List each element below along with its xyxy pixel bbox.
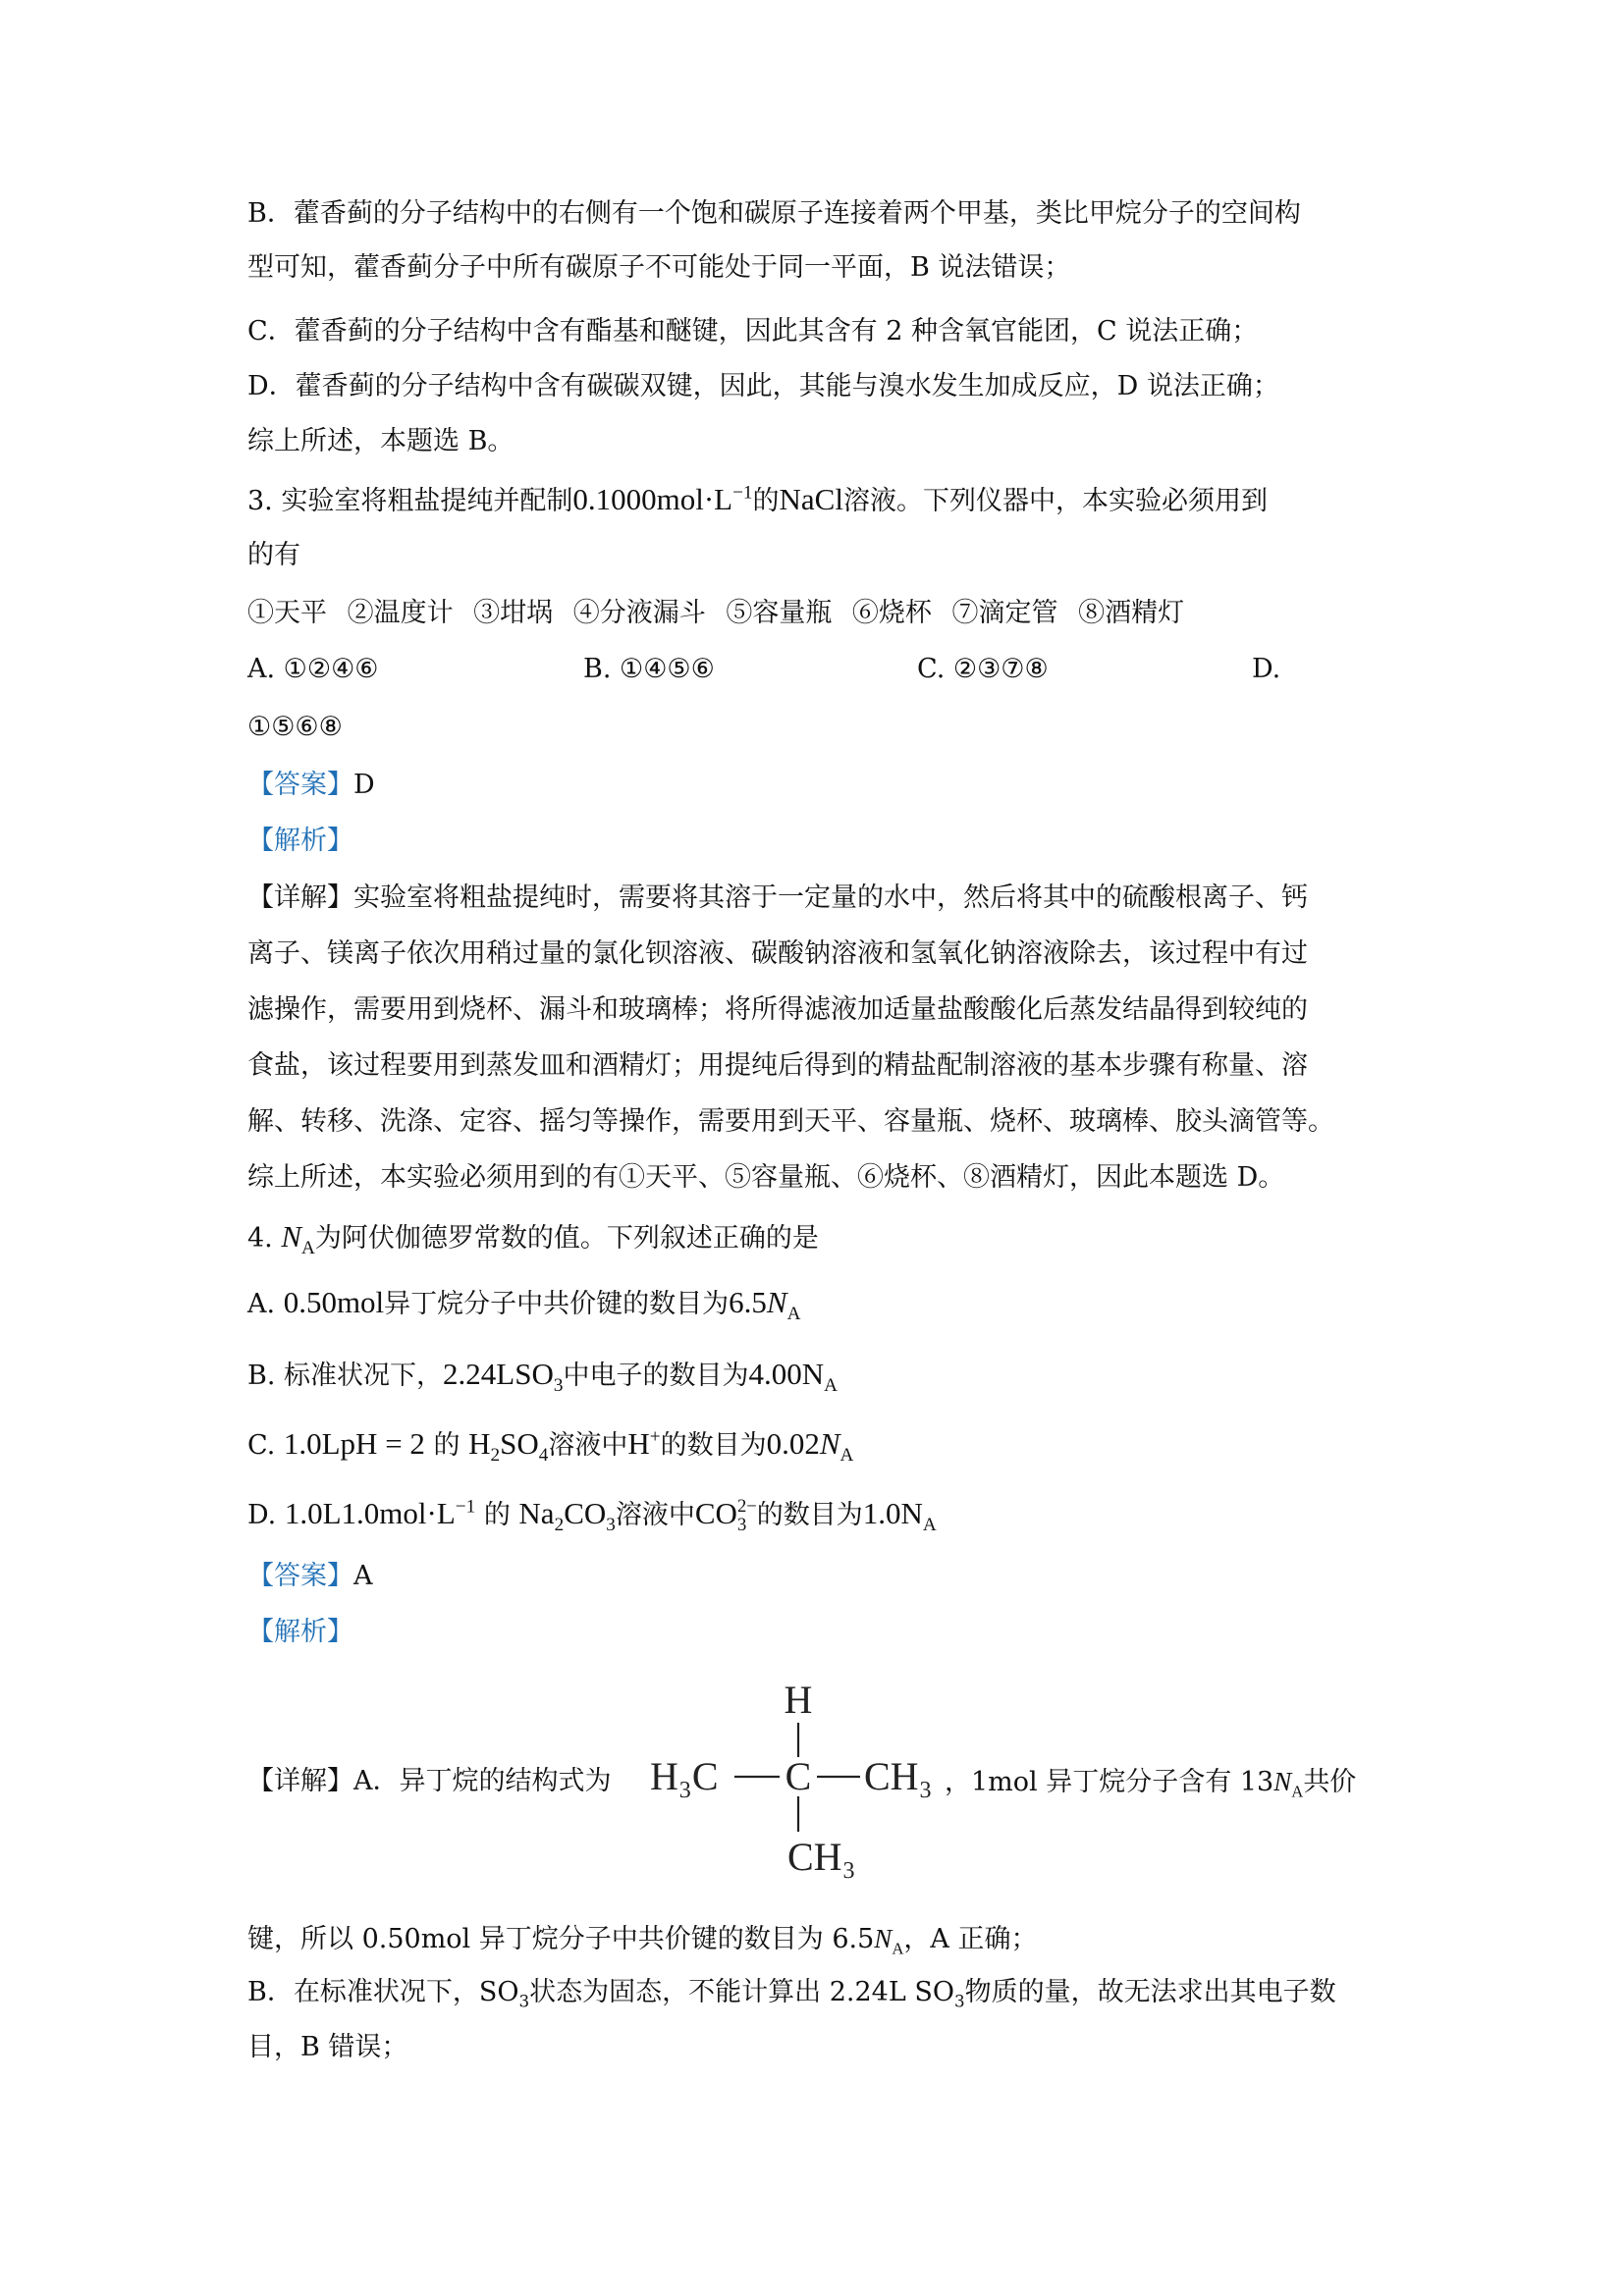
q3-detail-line6: 综上所述，本实验必须用到的有①天平、⑤容量瓶、⑥烧杯、⑧酒精灯，因此本题选 D。 <box>247 1162 1285 1193</box>
q4-answer <box>247 1557 373 1596</box>
q2-option-d-explanation: D．藿香蓟的分子结构中含有碳碳双键，因此，其能与溴水发生加成反应，D 说法正确； <box>247 371 1279 401</box>
q2-option-c-explanation: C．藿香蓟的分子结构中含有酯基和醚键，因此其含有 2 种含氧官能团，C 说法正确； <box>247 316 1259 347</box>
q3-answer <box>247 766 375 805</box>
q3-option-d-value: ①⑤⑥⑧ <box>247 712 343 742</box>
q4-option-b: B. 标准状况下，$2.24LSO_3$中电子的数目为$4.00N_A$ <box>247 1357 838 1397</box>
answer-label: 【答案】 <box>247 1561 353 1591</box>
q4-detail-a-line1-right: ，1mol 异丁烷分子含有 $13N_A$共价 <box>945 1767 1357 1801</box>
q3-concentration: $0.1000mol\cdot L^{-1}$ <box>572 482 753 516</box>
q3-detail-line1: 【详解】实验室将粗盐提纯时，需要将其溶于一定量的水中，然后将其中的硫酸根离子、钙 <box>247 882 1308 913</box>
q3-option-b: B. ①④⑤⑥ <box>583 654 715 684</box>
answer-value: A <box>353 1561 373 1591</box>
q2-option-b-explanation-line2: 型可知，藿香蓟分子中所有碳原子不可能处于同一平面，B 说法错误； <box>247 252 1071 283</box>
q3-option-c: C. ②③⑦⑧ <box>917 654 1049 684</box>
q4-analysis-label: 【解析】 <box>247 1617 353 1647</box>
q3-option-d-label: D. <box>1252 654 1281 684</box>
q4-option-a: A. 0.50mol异丁烷分子中共价键的数目为$6.5N_A$ <box>247 1285 801 1325</box>
q4-detail-b-line2: 目，B 错误； <box>247 2032 408 2062</box>
q2-summary: 综上所述，本题选 B。 <box>247 426 514 456</box>
q3-detail-line5: 解、转移、洗涤、定容、摇匀等操作，需要用到天平、容量瓶、烧杯、玻璃棒、胶头滴管等。 <box>247 1106 1334 1137</box>
struct-center-c: C <box>785 1754 812 1798</box>
q3-option-a: A. ①②④⑥ <box>247 654 379 684</box>
q3-detail-line4: 食盐，该过程要用到蒸发皿和酒精灯；用提纯后得到的精盐配制溶液的基本步骤有称量、溶 <box>247 1050 1308 1081</box>
q3-detail-line3: 滤操作，需要用到烧杯、漏斗和玻璃棒；将所得滤液加适量盐酸酸化后蒸发结晶得到较纯的 <box>247 994 1308 1025</box>
isobutane-structural-formula <box>650 1669 935 1895</box>
q2-option-b-explanation-line1: B．藿香蓟的分子结构中的右侧有一个饱和碳原子连接着两个甲基，类比甲烷分子的空间构 <box>247 198 1301 229</box>
q4-detail-b-line1: B．在标准状况下，$SO_3$状态为固态，不能计算出 2.24L $SO_3$物质的量，故无法求出其电子数 <box>247 1977 1336 2011</box>
struct-bottom-ch3: CH₃ <box>787 1835 856 1879</box>
na-symbol: $N_A$ <box>281 1219 315 1259</box>
q4-detail-a-line2: 键，所以 0.50mol 异丁烷分子中共价键的数目为 $6.5N_A$，A 正确； <box>247 1924 1038 1958</box>
q4-stem: 4. $N_A$为阿伏伽德罗常数的值。下列叙述正确的是 <box>247 1219 819 1259</box>
q3-detail-line2: 离子、镁离子依次用稍过量的氯化钡溶液、碳酸钠溶液和氢氧化钠溶液除去，该过程中有过 <box>247 938 1308 969</box>
answer-value: D <box>353 770 375 800</box>
struct-top-h: H <box>784 1678 813 1722</box>
q4-detail-a-line1-left: 【详解】A．异丁烷的结构式为 <box>247 1766 612 1796</box>
q3-stem-line1: 3. 实验室将粗盐提纯并配制$0.1000mol\cdot L^{-1}$的NaCl溶液。下列仪器中，本实验必须用到 <box>247 482 1268 516</box>
q3-stem-line2: 的有 <box>247 540 300 570</box>
q3-nacl: NaCl <box>779 482 843 516</box>
q4-option-c: C. 1.0LpH = 2 的 $H_2SO_4$溶液中H+的数目为$0.02N_A$ <box>247 1426 854 1467</box>
struct-right-ch3: CH₃ <box>864 1754 933 1798</box>
q4-option-d: D. $1.0L1.0mol\cdot L^{-1}$ 的 $Na_2CO_3$溶液中CO 2− 3 的数目为$1.0N_A$ <box>247 1496 937 1536</box>
q3-instruments-list: ①天平 ②温度计 ③坩埚 ④分液漏斗 ⑤容量瓶 ⑥烧杯 ⑦滴定管 ⑧酒精灯 <box>247 598 1185 628</box>
q3-stem-a: 3. 实验室将粗盐提纯并配制 <box>247 486 573 516</box>
q3-analysis-label: 【解析】 <box>247 826 353 856</box>
answer-label: 【答案】 <box>247 770 353 800</box>
struct-left-h3c: H₃C <box>650 1754 719 1798</box>
